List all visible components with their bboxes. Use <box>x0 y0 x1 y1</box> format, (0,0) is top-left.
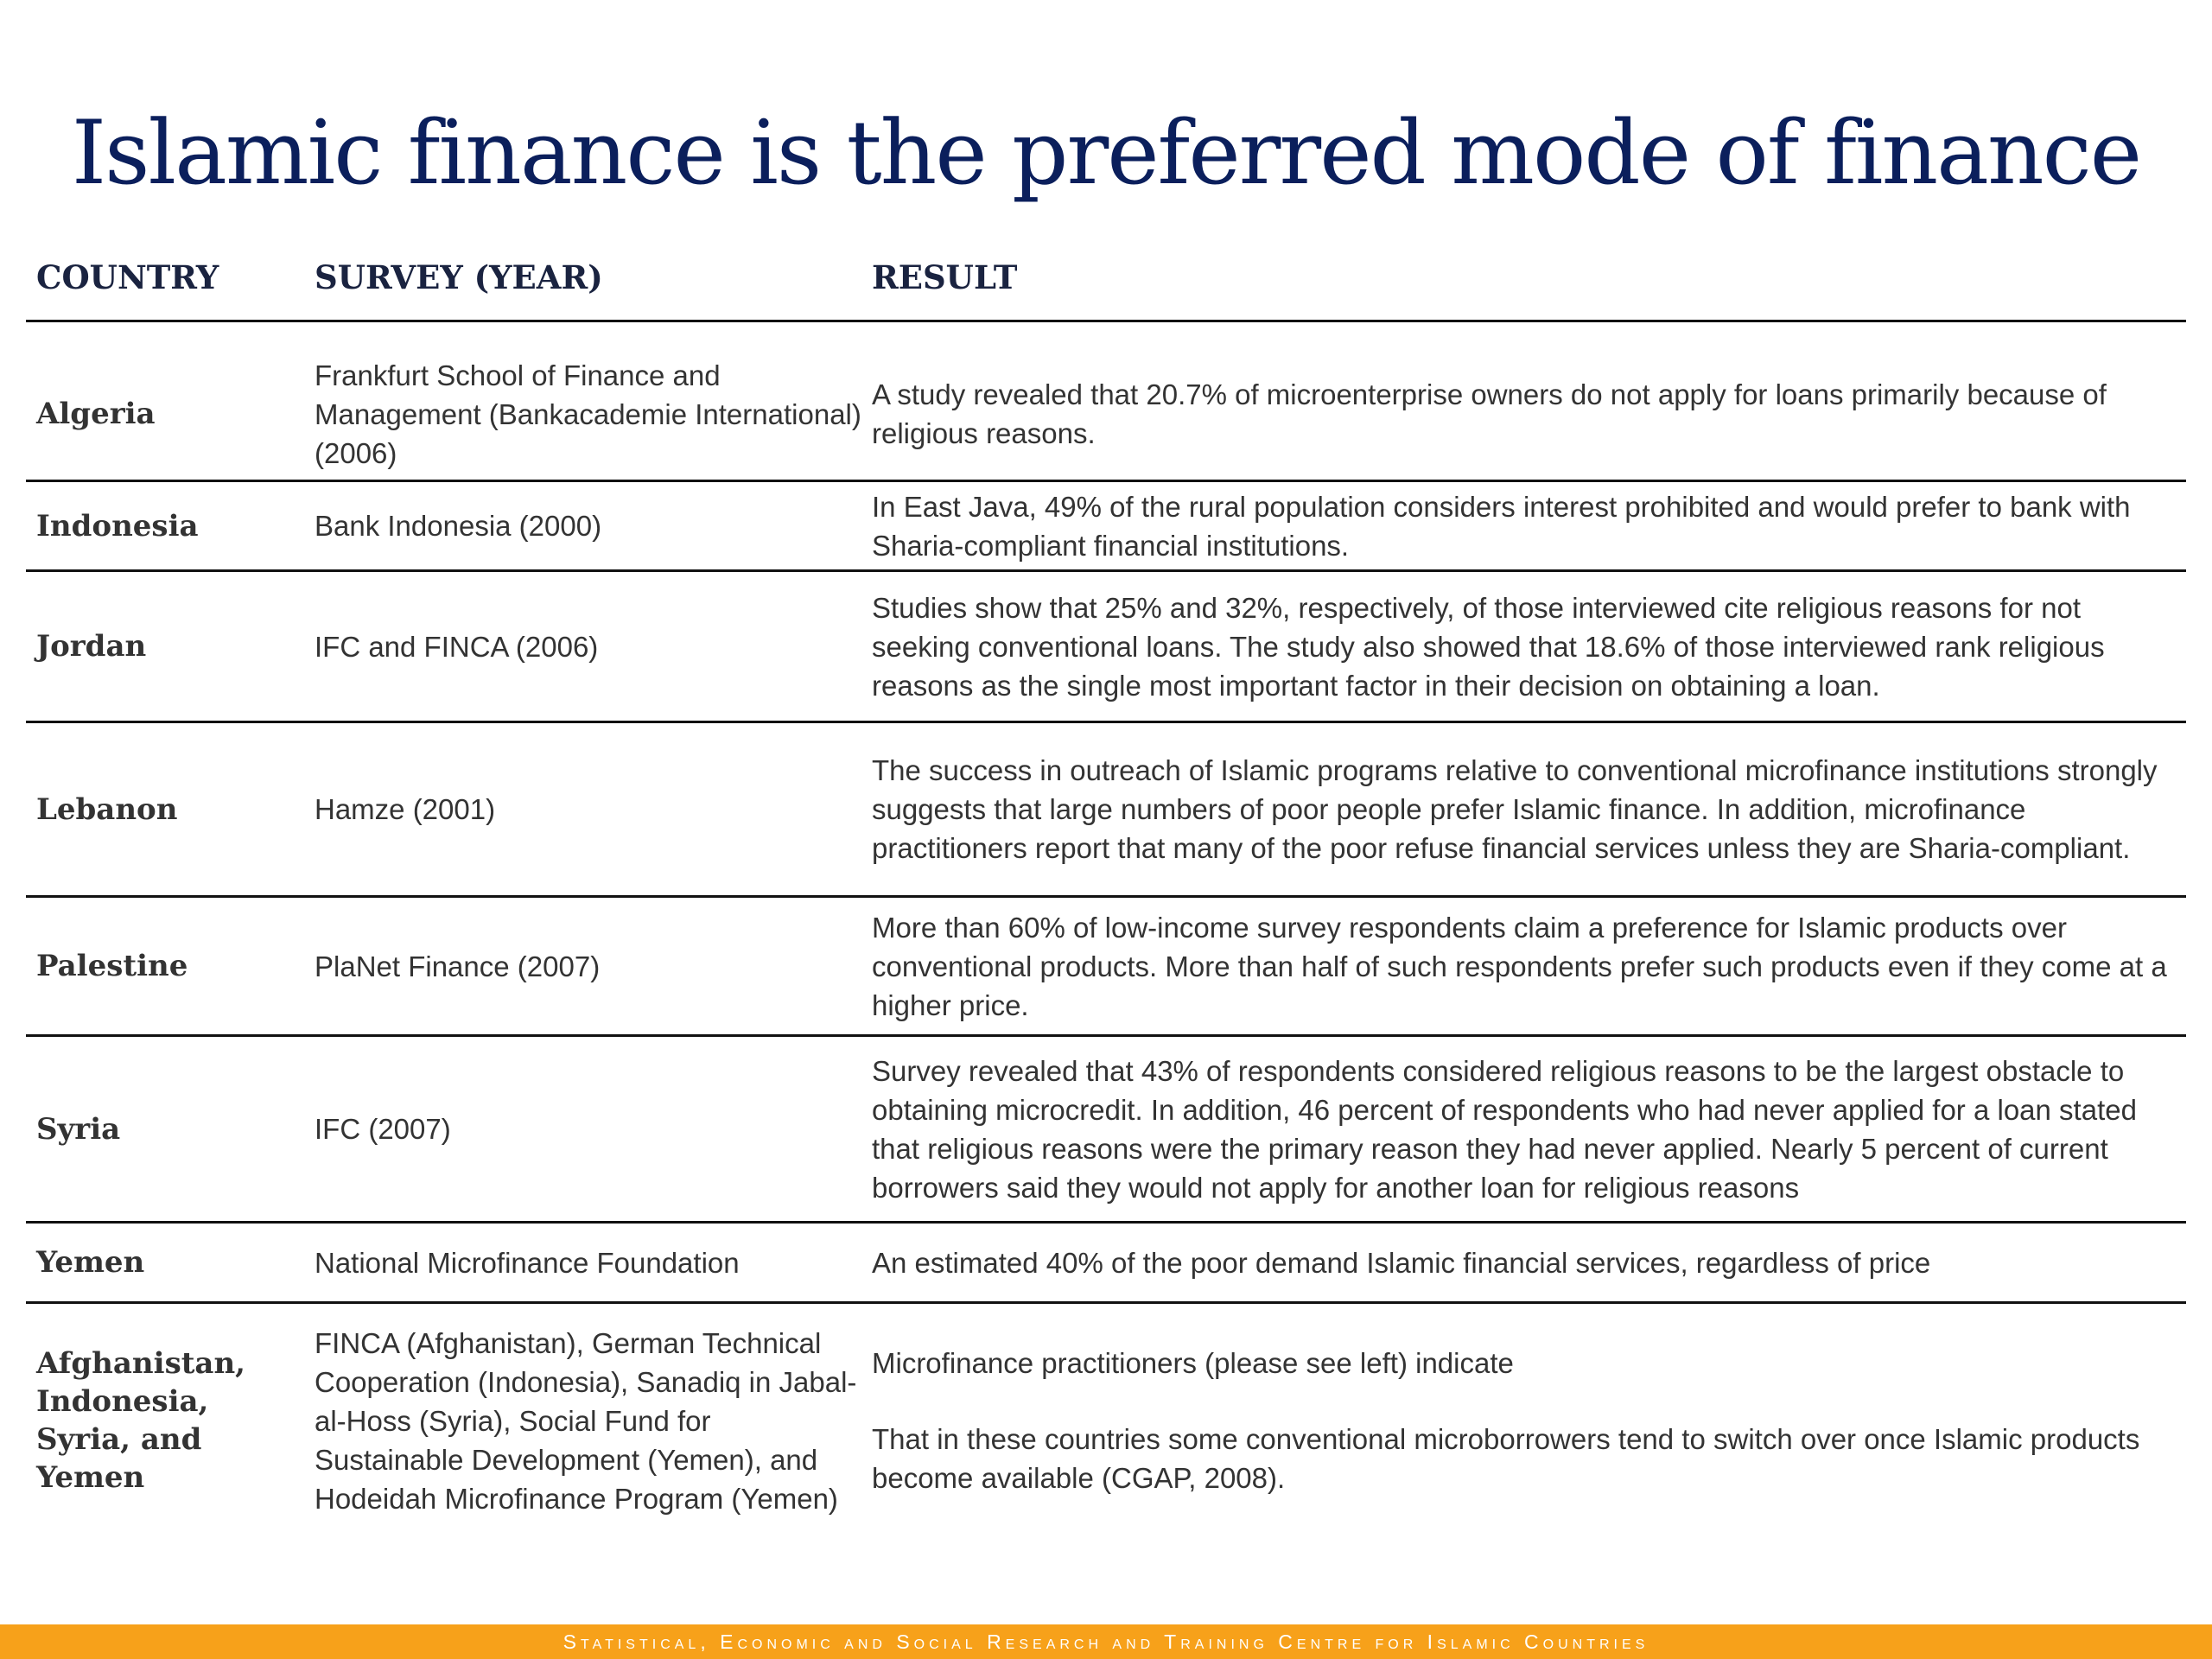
result-cell <box>861 1344 2186 1497</box>
result-text: Studies show that 25% and 32%, respectively, of those interviewed cite religious reasons for not seeking conventional loans. The study also showed that 18.6% of those interviewed rank religious reasons as the single most important factor in their decision on obtaining a loan. <box>872 591 2105 702</box>
country-cell: Afghanistan, Indonesia, Syria, and Yemen <box>36 1346 246 1495</box>
table-row <box>26 1037 2186 1224</box>
country-cell: Palestine <box>36 949 188 983</box>
table-row <box>26 1224 2186 1304</box>
result-cell <box>861 751 2186 868</box>
survey-table <box>26 235 2186 1537</box>
result-text: An estimated 40% of the poor demand Islamic financial services, regardless of price <box>872 1246 1931 1279</box>
result-cell <box>861 487 2186 565</box>
country-cell: Lebanon <box>36 791 178 827</box>
table-row <box>26 898 2186 1037</box>
survey-cell: Hamze (2001) <box>315 793 496 825</box>
survey-cell: National Microfinance Foundation <box>315 1246 740 1279</box>
table-row <box>26 723 2186 898</box>
footer-text: Statistical, Economic and Social Research and Training Centre for Islamic Countries <box>563 1630 1649 1653</box>
result-text: More than 60% of low-income survey respondents claim a preference for Islamic products over conventional products. More than half of such respondents prefer such products even if they come at a higher price. <box>872 911 2167 1021</box>
table-row <box>26 322 2186 482</box>
footer-bar <box>0 1624 2212 1659</box>
result-text: Microfinance practitioners (please see left) indicate <box>872 1347 1514 1379</box>
result-cell <box>861 588 2186 705</box>
country-cell: Algeria <box>36 397 156 431</box>
result-cell <box>861 1052 2186 1207</box>
country-cell: Yemen <box>36 1245 145 1280</box>
result-cell <box>861 908 2186 1025</box>
survey-cell: PlaNet Finance (2007) <box>315 950 601 982</box>
country-cell: Syria <box>36 1111 121 1147</box>
result-text: The success in outreach of Islamic programs relative to conventional microfinance institutions strongly suggests that large numbers of poor people prefer Islamic finance. In addition, microfinance practitioners report that many of the poor refuse financial services unless they are Sharia-compliant. <box>872 754 2158 864</box>
result-text: That in these countries some conventional microborrowers tend to switch over once Islamic products become available (CGAP, 2008). <box>872 1423 2140 1494</box>
result-cell <box>861 1243 2186 1282</box>
survey-cell: Frankfurt School of Finance and Management (Bankacademie International) (2006) <box>315 359 861 469</box>
survey-cell: Bank Indonesia (2000) <box>315 510 602 542</box>
table-row <box>26 1304 2186 1537</box>
survey-cell: IFC (2007) <box>315 1113 451 1145</box>
table-row <box>26 482 2186 572</box>
header-result: RESULT <box>872 258 1018 296</box>
survey-cell: FINCA (Afghanistan), German Technical Cooperation (Indonesia), Sanadiq in Jabal-al-Hoss (Syria), Social Fund for Sustainable Development (Yemen), and Hodeidah Microfinance Program (Yemen) <box>315 1326 857 1515</box>
country-cell: Indonesia <box>36 508 199 543</box>
result-text: A study revealed that 20.7% of microenterprise owners do not apply for loans primarily because of religious reasons. <box>872 378 2107 449</box>
table-row <box>26 572 2186 723</box>
header-survey: SURVEY (YEAR) <box>315 258 603 296</box>
survey-cell: IFC and FINCA (2006) <box>315 630 599 663</box>
header-country: COUNTRY <box>36 258 219 296</box>
country-cell: Jordan <box>36 629 147 664</box>
table-header <box>26 235 2186 322</box>
result-text: In East Java, 49% of the rural population considers interest prohibited and would prefer to bank with Sharia-compliant financial institutions. <box>872 490 2131 562</box>
slide-title: Islamic finance is the preferred mode of finance <box>71 102 2141 205</box>
result-cell <box>861 375 2186 453</box>
result-text: Survey revealed that 43% of respondents considered religious reasons to be the largest obstacle to obtaining microcredit. In addition, 46 percent of respondents who had never applied for a loan stated that religious reasons were the primary reason they had never applied. Nearly 5 percent of current borrowers said they would not apply for another loan for religious reasons <box>872 1054 2137 1204</box>
